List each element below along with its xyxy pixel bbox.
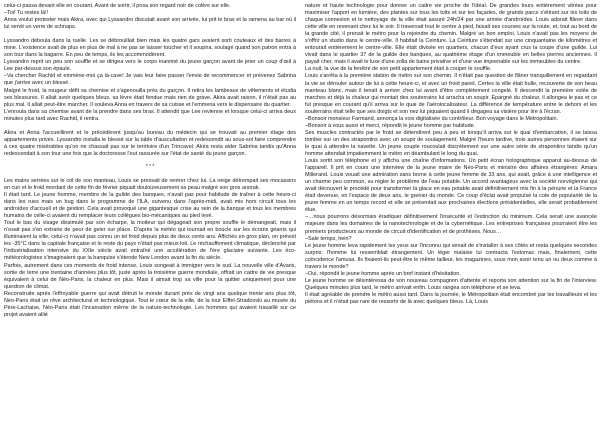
paragraph: nature et haute technologie pour donner un cadre vie proche de l'idéal. De grandes tours entièrement vitrées pour maximiser l'apport en lumière, des plantes sur tous les toits et sur les façades, de grands parcs s'étirant sur les toits de chaque connexion et le nettoyage de la ville était assuré 24h/24 par une armée d'androïdes. Louis adorait flâner dans cette ville en revenant chez lui le soir. Il traversait tout le centre à pied, faisait ses courses sur la route, et, tout au bord de la grande cité, il prenait le métro pour la rejoindre du chemin. Malgré un bon emploi, Louis n'avait pas les moyens de s'offrir un studio dans le centre-ville. Il habitait la Ceinture. La Ceinture s'étendait sur une cinquantaine de kilomètres et entourait entièrement le centre-ville. Elle était divisée en quartiers, chacun d'eux ayant crus la coupe d'une guilde. Lui vivait dans le quartier 37 de la guilde des banques, au quatrième étage d'un immeuble en belles pierres anciennes. Il payait cher, mais il avait le luxe d'une zolla de bains privative et d'une vue imprenable sur les immeubles du centre. bbox=[305, 3, 597, 66]
paragraph: –Bonsoir monsieur Farmand, annonça la voix digitalisée du contrôleur. Bon voyage dans le Métropolitain. bbox=[305, 115, 558, 122]
left-column bbox=[4, 3, 296, 424]
paragraph: Louis sortit son téléphone et y afficha une chaîne d'informations. Un petit écran holographique apparut au-dessus de l'appareil. Il prit en cours une interview de la jeune maire de Néo-Paris et ministre des affaires étrangères: Amara Millerand. Louis vouait une admiration sans borne à cette jeune femme de 33 ans, qui avait, grâce à une intelligence et un charme peu commun, su régler le problème de l'eau potable. Un accord avantageux avec la société norvégienne qui avait découvert le procédé pour transformer la glace en eau potable avait définitivement mis fin à la pénurie et la France était devenue, en l'espace de deux ans, le grenier du monde. Ce coup d'éclat avait propulsé la cote de popularité de la jeune femme en un temps record et elle se présentait aux prochaines élections présidentielles, elle serait probablement élue. bbox=[305, 158, 597, 214]
paragraph: –Sale temps, hein? bbox=[305, 235, 352, 242]
paragraph: –Bonsoir à vous aussi et merci, répondit le jeune homme par habitude. bbox=[305, 122, 476, 129]
paragraph: Louis s'arrêta à la première station de métro sur son chemin. Il n'était pas question de flâner tranquillement en regardant la vie se dérouler autour de lui à cette heure-ci, et avec un froid pareil. Certes la ville était bulle, recouverte de son beau manteau blanc, mais il tenait à arriver chez lui avant d'être complètement congelé. Il descendit la première volée de marches et déjà la chaleur qui montait des souterrains lui arracha un soupir. Épargné du chaleur, il allongea le pas et ce fut presque en courant qu'il arriva sur le quai de l'aérolocalisateur. La différence de température entre le dehors et les souterrains était telle que ses doigts et son nez lui piquaient quand il dégagea sa visière pour lire à l'écran. bbox=[305, 73, 597, 115]
right-column bbox=[305, 3, 597, 424]
section-separator: * * * bbox=[145, 163, 155, 170]
paragraph: –Oui, répondit le jeune homme après un bref instant d'hésitation. bbox=[305, 270, 461, 277]
paragraph: Le jeune homme leva rapidement les yeux sur l'inconnu qui venait de s'installer à ses côtés et resta quelques secondes surpris: l'homme lui ressemblait étrangement. Un léger malaise lui contracta l'estomac mais, finalement, cette coïncidence l'amusa. Ils fixaient-ils peut-être le même tailleur, les magazines, sous mon avoir tenu un ou deux comme à travers le monde? bbox=[305, 242, 597, 270]
paragraph: –Va chercher Rachid et emmène-moi ça là-cave! Je vais leur faire passer l'envie de recommencer et prévenez Sabrina que j'arrive avec un blessé. bbox=[4, 73, 296, 87]
paragraph: Lyssandro reprit un peu son souffle et se dirigea vers le corps inanimé du jeune garçon avant de jeter un coup d'œil à Lee par-dessus son épaule. bbox=[4, 59, 296, 73]
paragraph: Tout le bas du visage dissimulé par son écharpe, la moiteur qui dégageait son propre souffle le démangeait, mais il n'osait pas s'en extraire de peur de geler sur place. D'après la météo qui tournait en boucle sur les écrans géants qui illuminaient la ville, celui-ci n'avait pas connu un tel froid depuis plus de deux cents ans. Affichés en gros plan, on prévoit les -35°C dans la capitale française et le reste du pays n'était pas mieux loti. Le réchauffement climatique, déclenché par l'industrialisation intensive du XXIe siècle avait entraîné une accélération de l'ère glaciaire suivante. Les éco-météorologistes s'imaginaient que la banquise s'étende New London avant la fin du siècle. bbox=[4, 220, 296, 262]
paragraph: Les mains serrées sur le col de son manteau, Louis se pressait de rentrer chez lui. La neige détrempait ses mocassins en cuir et le froid mordant de cette fin de février piquait douloureusement sa peau malgré son gros anorak. bbox=[4, 177, 296, 191]
paragraph: –…nous pourrons désormais éradiquer définitivement l'insécurité et l'extinction du minimum. Cela serait une avancée majeure dans les domaines de la nanotechnologie et de la cybernétique. Les entreprises françaises pourraient être les premiers producteurs au monde de circuit d'identification et de prothèses. Nous… bbox=[305, 214, 597, 235]
paragraph: L'enroula dans sa chemise avant de la prendre dans ses bras. Il attendit que Lee revienne et lorsque celui-ci arriva deux minutes plus tard avec Rachid, il rentra. bbox=[4, 108, 296, 122]
paragraph: Anna voulut protester mais Akira, avec qui Lyssandro discutait avant son arrivée, lui prit le bras et la ramena au bar où il lui servit un verre de schnaps. bbox=[4, 17, 296, 31]
paragraph: Ses muscles contractés par le froid se détendirent peu à peu et lorsqu'il arriva sur le quai d'embarcation, il se laissa tomber sur un des strapontins avec un soupir de soulagement. Malgré l'heure tardive, trois autres personnes étaient sur le quai à attendre la navette. Un jeune couple roucoulait discrètement sur une autre série de strapontins tandis qu'un homme attendait impatiemment le métro en déambulant le long du quai. bbox=[305, 129, 597, 157]
paragraph: Il était tard. Le jeune homme, membre de la guilde des banques, n'avait pas pour habitude de traîner à cette heure-ci dans les rues mais un bug dans le programme de l'ILA, survenu dans l'après-midi, avait mis hors circuit tous les androïdes d'accueil et de gestion. Cela avait provoqué une gigantesque crise au sein de la banque et tous les membres humains de celle-ci avaient du remplacer leurs collègues bio-mécaniques au pied levé. bbox=[4, 192, 296, 220]
paragraph: –Toi! Tu restes là!! bbox=[4, 10, 49, 17]
paragraph: celui-ci passa devant elle en courant. Avant de sortir, il posa son regard noir de colère sur elle. bbox=[4, 3, 231, 9]
paragraph: Il était agréable de prendre le métro aussi tard. Dans la journée, le Métropolitain était encombré par les travailleurs et les piétons et il n'était pas rare de ressortir de là avec quelques bleus. Là, Louis bbox=[305, 291, 597, 305]
paragraph: Lyssandro déboula dans la ruelle. Les se débrouillait bien mais les quatre gars avaient sorti couteaux et des barres à mine. L'existence avait de plus en plus de mal à ne pas se laisser toucher et il soupira, soulagé quand son patron entra à son tour dans la bagarre. En peu de temps, ils les accommodèrent. bbox=[4, 38, 296, 59]
paragraph: Reconstruite après l'effroyable guerre qui avait détruit le monde durant près de vingt ans quelque trente ans plus tôt, Néo-Paris était un rêve architectural et technologique. Tout le cœur de la ville, de la tour Eiffel-Stradovski au musée du Père-Lachaise, Néo-Paris était l'incarnation même de la nature-technologie. Les hommes qui avaient travaillé sur ce projet avaient allié bbox=[4, 290, 296, 318]
paragraph: Le jeune homme se désintéressa de son nouveau compagnon d'attente et reporta son attention sur la fin de l'interview. Quelques minutes plus tard, le métro arrivait enfin. Louis rangea son téléphone et se leva. bbox=[305, 277, 597, 291]
paragraph: Parfois, autrement dans ces moments de froid intense, Louis songeait à immigrer vers le sud. La nouvelle ville d'Avaris, sortie de terre une trentaine d'années plus tôt, juste après la troisième guerre mondiale, offrait un cadre de vie presque équivalent à celui de Néo-Paris, la chaleur en plus. Mais il aimait trop sa ville pour la quitter uniquement pour une question de climat. bbox=[4, 262, 296, 290]
paragraph: La nuit, la vue de la fenêtre de son petit appartement était à couper le souffle. bbox=[305, 66, 492, 73]
paragraph: Akira et Anna l'accueillirent et le précédèrent jusqu'au bureau du médecin qui se trouvait au premier étage des appartements privés. Lyssandro installa le blessé sur la table d'auscultation et redescendit au sous-sol faire comprendre à ces quatre misérables qu'on ne chassait pas sur le territoire d'un Trincavel. Akira resta aider Sabrina tandis qu'Anna redescendait à son tour une fois que la doctoresse l'eut rassurée sur l'état de santé du jeune garçon. bbox=[4, 129, 296, 157]
paragraph: Malgré le froid, la rougeur défit sa chemise et s'agenouilla près du garçon. Il retira les lambeaux de vêtements et étudia ses blessures. Il allait avoir quelques bleus, sa lèvre était fendue mais rien de grave. Akira avait raison, il n'était pas au plus mal. Il allait peut-être marcher. Il souleva Anna en travers de sa cuisse et l'emmena vers le dispensaire du quartier. bbox=[4, 87, 296, 108]
